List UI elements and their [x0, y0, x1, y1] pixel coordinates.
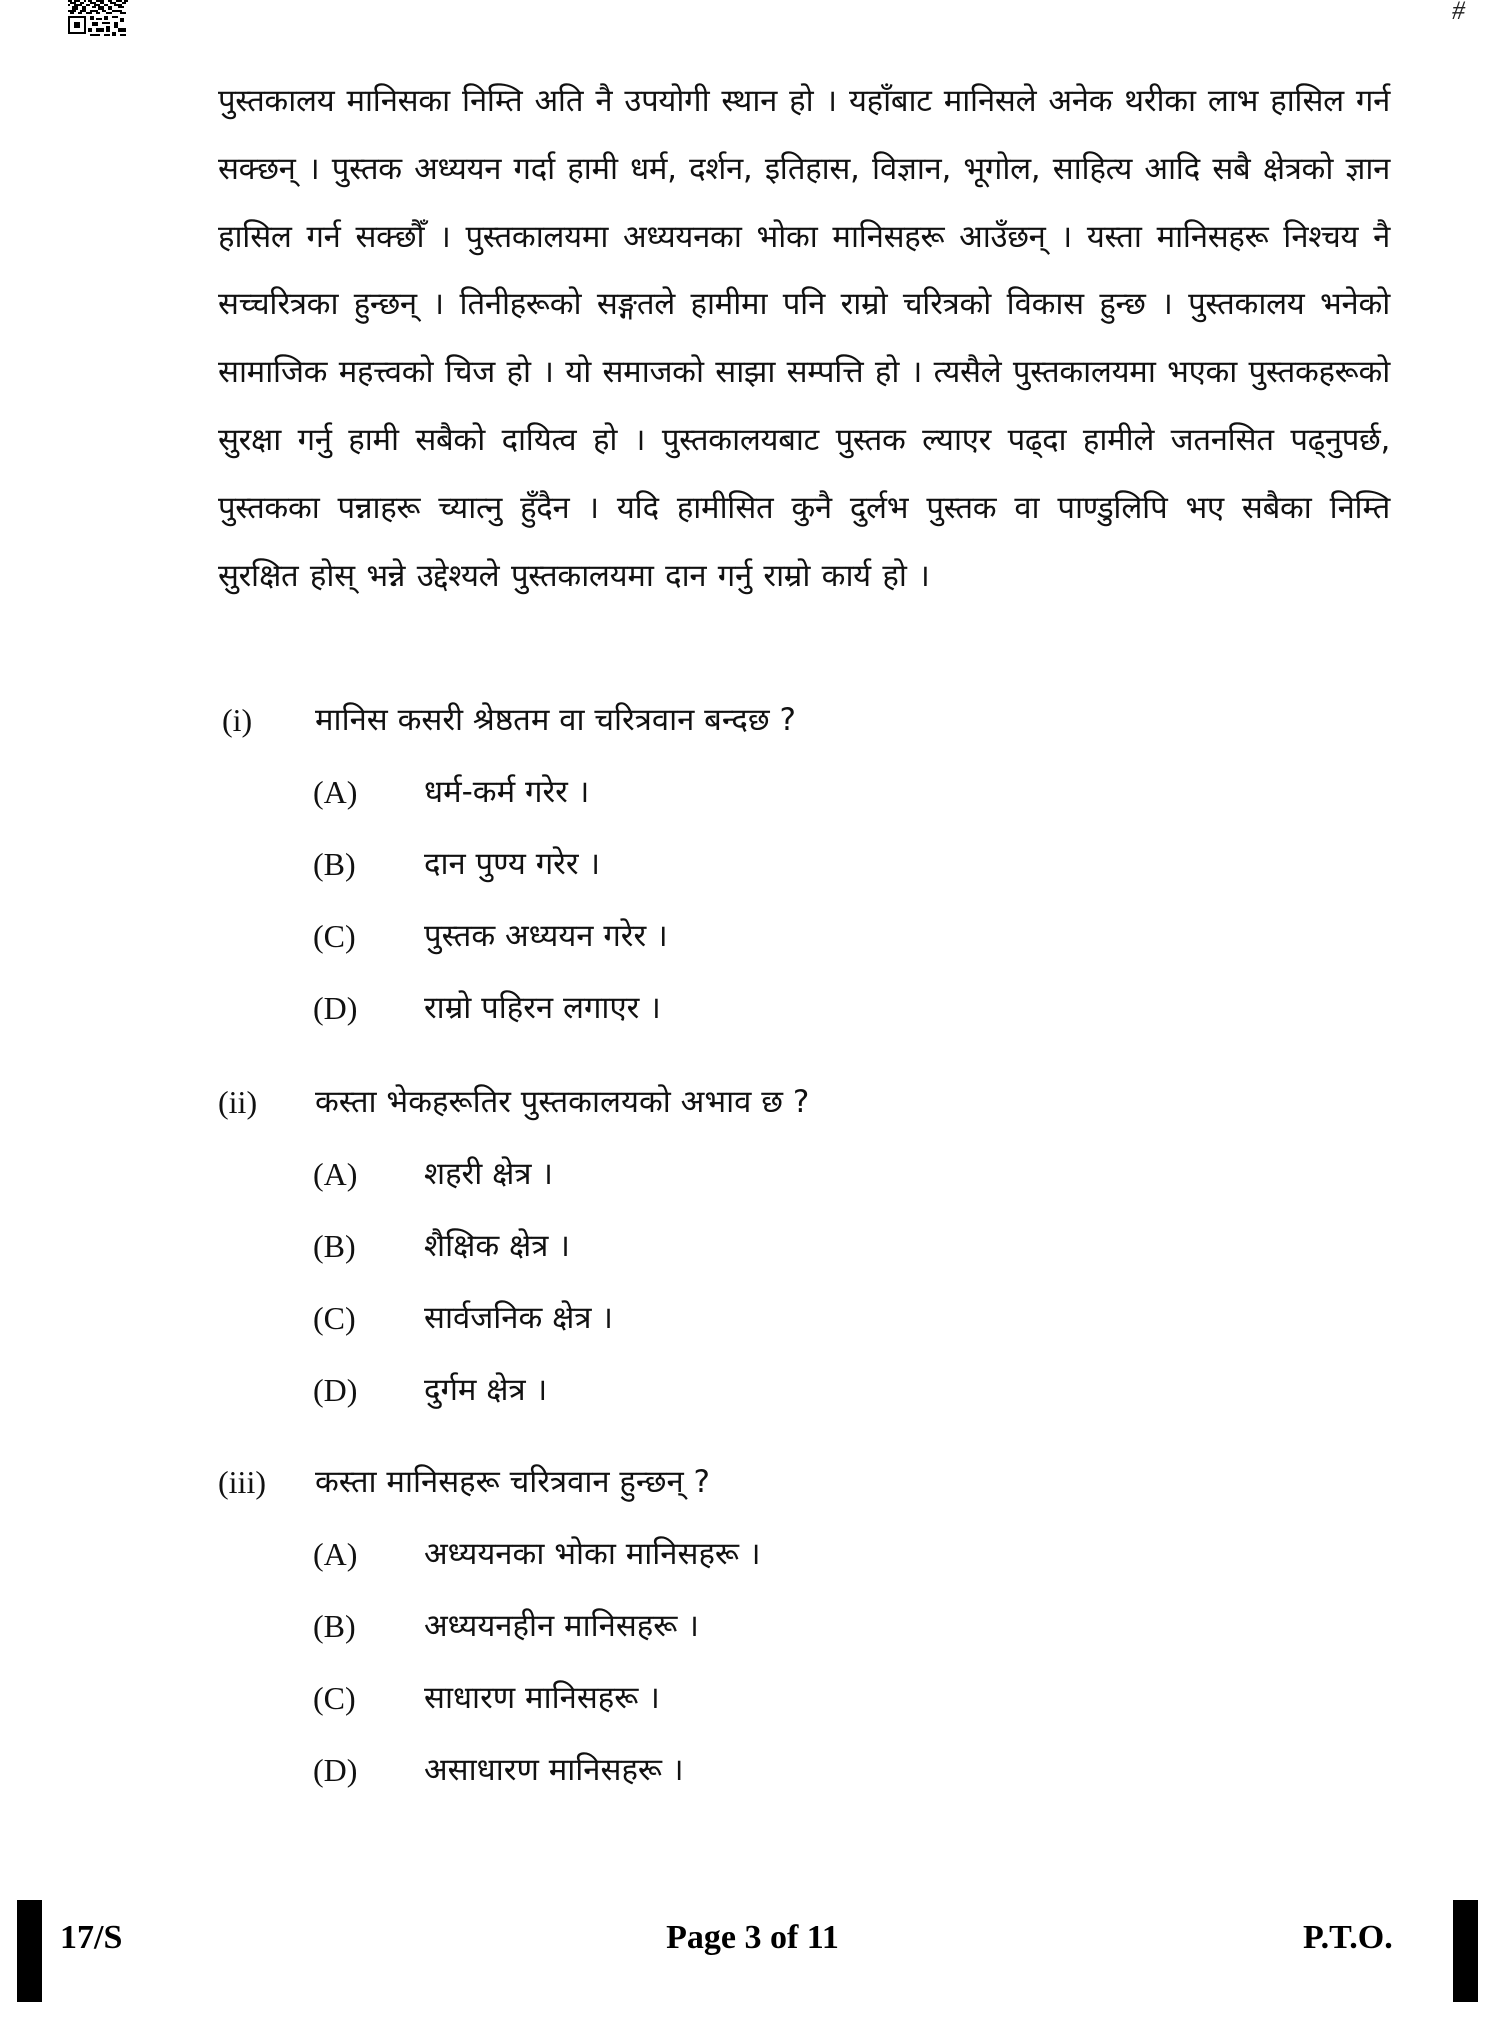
option-text: सार्वजनिक क्षेत्र । — [424, 1300, 614, 1336]
option-text: शैक्षिक क्षेत्र । — [424, 1228, 570, 1264]
qr-code-icon — [68, 0, 128, 38]
question-text: कस्ता मानिसहरू चरित्रवान हुन्छन् ? — [315, 1464, 710, 1500]
option-label: (D) — [313, 1752, 358, 1788]
option-text: अध्ययनहीन मानिसहरू । — [424, 1608, 699, 1644]
question-text: मानिस कसरी श्रेष्ठतम वा चरित्रवान बन्दछ ? — [315, 702, 796, 738]
please-turn-over: P.T.O. — [1303, 1919, 1393, 1956]
option-label: (C) — [313, 918, 356, 954]
option-a — [0, 1154, 1505, 1194]
corner-mark: # — [1452, 0, 1465, 25]
question-number: (ii) — [218, 1084, 258, 1120]
option-b — [0, 1606, 1505, 1646]
option-label: (A) — [313, 774, 358, 810]
page-number: Page 3 of 11 — [666, 1919, 839, 1956]
question-number: (iii) — [218, 1464, 266, 1500]
option-text: दान पुण्य गरेर । — [424, 846, 601, 882]
option-label: (D) — [313, 1372, 358, 1408]
option-d — [0, 1750, 1505, 1790]
option-label: (D) — [313, 990, 358, 1026]
option-text: राम्रो पहिरन लगाएर । — [424, 990, 661, 1026]
passage-text: पुस्तकालय मानिसका निम्ति अति नै उपयोगी स्थान हो । यहाँबाट मानिसले अनेक थरीका लाभ हासिल गर्न सक्छन् । पुस्तक अध्ययन गर्दा हामी धर्म, दर्शन, इतिहास, विज्ञान, भूगोल, साहित्य आदि सबै क्षेत्रको ज्ञान हासिल गर्न सक्छौँ । पुस्तकालयमा अध्ययनका भोका मानिसहरू आउँछन् । यस्ता मानिसहरू निश्चय नै सच्चरित्रका हुन्छन् । तिनीहरूको सङ्गतले हामीमा पनि राम्रो चरित्रको विकास हुन्छ । पुस्तकालय भनेको सामाजिक महत्त्वको चिज हो । यो समाजको साझा सम्पत्ति हो । त्यसैले पुस्तकालयमा भएका पुस्तकहरूको सुरक्षा गर्नु हामी सबैको दायित्व हो । पुस्तकालयबाट पुस्तक ल्याएर पढ्दा हामीले जतनसित पढ्नुपर्छ, पुस्तकका पन्नाहरू च्यात्नु हुँदैन । यदि हामीसित कुनै दुर्लभ पुस्तक वा पाण्डुलिपि भए सबैका निम्ति सुरक्षित होस् भन्ने उद्देश्यले पुस्तकालयमा दान गर्नु राम्रो कार्य हो । — [218, 83, 1390, 594]
option-c — [0, 916, 1505, 956]
option-b — [0, 844, 1505, 884]
option-label: (B) — [313, 1608, 356, 1644]
option-label: (C) — [313, 1300, 356, 1336]
option-text: शहरी क्षेत्र । — [424, 1156, 554, 1192]
option-label: (A) — [313, 1156, 358, 1192]
option-text: असाधारण मानिसहरू । — [424, 1752, 684, 1788]
option-text: अध्ययनका भोका मानिसहरू । — [424, 1536, 761, 1572]
question-number: (i) — [222, 702, 253, 738]
paper-code: 17/S — [60, 1919, 123, 1956]
option-label: (A) — [313, 1536, 358, 1572]
option-b — [0, 1226, 1505, 1266]
option-label: (C) — [313, 1680, 356, 1716]
option-text: पुस्तक अध्ययन गरेर । — [424, 918, 668, 954]
option-a — [0, 772, 1505, 812]
option-c — [0, 1298, 1505, 1338]
option-a — [0, 1534, 1505, 1574]
option-text: साधारण मानिसहरू । — [424, 1680, 660, 1716]
option-label: (B) — [313, 1228, 356, 1264]
option-d — [0, 988, 1505, 1028]
question-text: कस्ता भेकहरूतिर पुस्तकालयको अभाव छ ? — [315, 1084, 810, 1120]
footer-right-bar — [1453, 1900, 1478, 2002]
option-text: दुर्गम क्षेत्र । — [424, 1372, 548, 1408]
option-text: धर्म-कर्म गरेर । — [424, 774, 590, 810]
option-d — [0, 1370, 1505, 1410]
option-label: (B) — [313, 846, 356, 882]
option-c — [0, 1678, 1505, 1718]
